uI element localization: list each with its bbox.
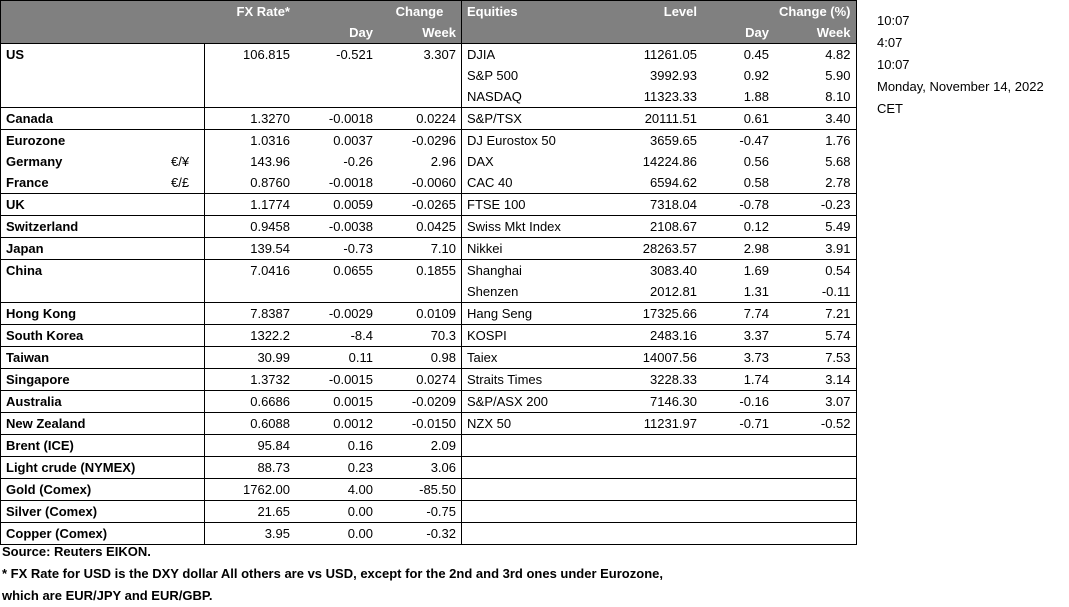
row-name: China <box>1 260 167 282</box>
row-fx-week: 3.307 <box>378 44 462 66</box>
header-change: Change <box>378 1 462 23</box>
row-level: 7146.30 <box>607 391 702 413</box>
row-eq-week <box>774 523 856 545</box>
table-row <box>1 435 857 457</box>
row-fx-rate: 88.73 <box>205 457 296 479</box>
row-name: New Zealand <box>1 413 167 435</box>
table-row <box>1 86 857 108</box>
row-equity: Hang Seng <box>462 303 608 325</box>
clock-line-1: 10:07 <box>877 13 910 28</box>
table-row <box>1 172 857 194</box>
row-eq-week <box>774 457 856 479</box>
footnote-line-2: which are EUR/JPY and EUR/GBP. <box>2 588 213 603</box>
row-level: 3083.40 <box>607 260 702 282</box>
row-currency <box>166 413 205 435</box>
row-fx-rate: 0.6088 <box>205 413 296 435</box>
row-eq-week: 1.76 <box>774 130 856 152</box>
row-equity: Nikkei <box>462 238 608 260</box>
row-equity: DJIA <box>462 44 608 66</box>
footnotes <box>2 541 663 607</box>
row-fx-week: -0.75 <box>378 501 462 523</box>
row-name <box>1 86 167 108</box>
row-eq-week: 3.91 <box>774 238 856 260</box>
row-fx-day: 0.0015 <box>295 391 378 413</box>
row-fx-day: 0.0012 <box>295 413 378 435</box>
row-currency <box>166 479 205 501</box>
row-eq-week: 5.90 <box>774 65 856 86</box>
row-fx-rate: 1.3270 <box>205 108 296 130</box>
row-eq-week: 4.82 <box>774 44 856 66</box>
footnote-line-1: * FX Rate for USD is the DXY dollar All others are vs USD, except for the 2nd and 3rd ones under Eurozone, <box>2 566 663 581</box>
row-fx-week <box>378 65 462 86</box>
row-fx-day <box>295 65 378 86</box>
row-eq-week: 0.54 <box>774 260 856 282</box>
row-level: 3659.65 <box>607 130 702 152</box>
row-equity <box>462 501 608 523</box>
row-equity: DJ Eurostox 50 <box>462 130 608 152</box>
table-row <box>1 325 857 347</box>
row-name: South Korea <box>1 325 167 347</box>
row-eq-day: -0.47 <box>702 130 774 152</box>
table-row <box>1 65 857 86</box>
row-fx-week: 70.3 <box>378 325 462 347</box>
row-fx-day: 4.00 <box>295 479 378 501</box>
row-fx-rate: 3.95 <box>205 523 296 545</box>
row-fx-day: -0.73 <box>295 238 378 260</box>
row-eq-week: -0.23 <box>774 194 856 216</box>
row-fx-rate: 7.8387 <box>205 303 296 325</box>
row-level: 28263.57 <box>607 238 702 260</box>
header-week: Week <box>378 22 462 44</box>
row-equity: Shanghai <box>462 260 608 282</box>
row-fx-rate: 1762.00 <box>205 479 296 501</box>
row-level <box>607 435 702 457</box>
header-row-1 <box>1 1 857 23</box>
table-row <box>1 216 857 238</box>
row-eq-week: 2.78 <box>774 172 856 194</box>
row-equity: Taiex <box>462 347 608 369</box>
row-currency <box>166 44 205 66</box>
row-eq-week: 8.10 <box>774 86 856 108</box>
row-currency: €/£ <box>171 175 190 190</box>
clock-line-2: 4:07 <box>877 35 903 50</box>
row-level: 7318.04 <box>607 194 702 216</box>
row-currency <box>166 391 205 413</box>
row-fx-day: 0.11 <box>295 347 378 369</box>
row-fx-day: 0.00 <box>295 501 378 523</box>
row-name <box>1 281 167 303</box>
row-name: Germany <box>1 151 167 172</box>
row-eq-week: 7.53 <box>774 347 856 369</box>
row-fx-day: 0.00 <box>295 523 378 545</box>
row-eq-day: 1.69 <box>702 260 774 282</box>
row-fx-rate: 106.815 <box>205 44 296 66</box>
row-fx-day: -0.0015 <box>295 369 378 391</box>
row-level <box>607 479 702 501</box>
row-fx-week: 0.0274 <box>378 369 462 391</box>
row-currency <box>166 65 205 86</box>
row-currency <box>166 216 205 238</box>
row-name: Gold (Comex) <box>1 479 167 501</box>
row-equity: S&P 500 <box>467 68 519 83</box>
header-row-2 <box>1 22 857 44</box>
header-equities: Equities <box>462 1 608 23</box>
row-equity: Shenzen <box>467 284 519 299</box>
table-row <box>1 369 857 391</box>
row-currency <box>166 457 205 479</box>
row-fx-week: 2.09 <box>378 435 462 457</box>
row-fx-week: -0.0296 <box>378 130 462 152</box>
row-eq-week: 3.40 <box>774 108 856 130</box>
row-fx-week: -0.0265 <box>378 194 462 216</box>
row-fx-rate: 0.8760 <box>205 172 296 194</box>
row-fx-day: 0.0059 <box>295 194 378 216</box>
table-row <box>1 151 857 172</box>
row-eq-day <box>702 457 774 479</box>
header-blank-name <box>1 1 167 23</box>
clock-line-3: 10:07 <box>877 57 910 72</box>
row-fx-rate <box>205 86 296 108</box>
row-currency <box>166 108 205 130</box>
header-blank-name-2 <box>1 22 167 44</box>
row-fx-day: -8.4 <box>295 325 378 347</box>
row-fx-day: -0.0018 <box>295 108 378 130</box>
header-change-pct: Change (%) <box>774 1 856 23</box>
world-clock-block <box>877 10 1044 120</box>
table-header <box>1 1 857 44</box>
row-eq-week: 3.14 <box>774 369 856 391</box>
row-eq-day: 0.58 <box>743 175 769 190</box>
row-fx-rate: 95.84 <box>205 435 296 457</box>
header-blank-level-2 <box>607 22 702 44</box>
row-currency <box>166 86 205 108</box>
row-currency <box>166 347 205 369</box>
row-equity: Swiss Mkt Index <box>462 216 608 238</box>
header-change-left <box>295 1 378 23</box>
row-fx-rate: 0.6686 <box>205 391 296 413</box>
row-name: France <box>1 172 167 194</box>
table-row <box>1 457 857 479</box>
table-row <box>1 391 857 413</box>
row-currency <box>166 260 205 282</box>
header-blank-currency <box>166 1 205 23</box>
row-currency <box>166 238 205 260</box>
row-eq-week: -0.52 <box>774 413 856 435</box>
row-level: 3992.93 <box>650 68 697 83</box>
row-eq-day: -0.78 <box>702 194 774 216</box>
row-fx-day: -0.521 <box>295 44 378 66</box>
header-blank-currency-2 <box>166 22 205 44</box>
row-name: Singapore <box>1 369 167 391</box>
row-name: Copper (Comex) <box>1 523 167 545</box>
row-level: 11231.97 <box>607 413 702 435</box>
source-note: Source: Reuters EIKON. <box>2 544 151 559</box>
table-row <box>1 281 857 303</box>
row-currency <box>166 435 205 457</box>
table-row <box>1 303 857 325</box>
row-eq-day <box>702 523 774 545</box>
table-row <box>1 347 857 369</box>
row-equity: DAX <box>467 154 494 169</box>
row-fx-day: 0.16 <box>295 435 378 457</box>
row-eq-day <box>702 479 774 501</box>
row-fx-week <box>378 281 462 303</box>
row-fx-day: -0.0029 <box>295 303 378 325</box>
row-currency <box>166 194 205 216</box>
row-fx-rate: 1.3732 <box>205 369 296 391</box>
header-eq-day: Day <box>702 22 774 44</box>
row-level: 2108.67 <box>607 216 702 238</box>
header-fx-rate: FX Rate* <box>205 1 296 23</box>
row-fx-day: 0.23 <box>295 457 378 479</box>
row-fx-rate: 30.99 <box>205 347 296 369</box>
row-fx-rate: 7.0416 <box>205 260 296 282</box>
row-eq-week: 5.68 <box>774 151 856 172</box>
row-eq-week <box>774 479 856 501</box>
row-name: UK <box>1 194 167 216</box>
row-name: Light crude (NYMEX) <box>1 457 167 479</box>
row-name: Australia <box>1 391 167 413</box>
row-name: Eurozone <box>1 130 167 152</box>
table-row <box>1 413 857 435</box>
row-eq-day: 7.74 <box>702 303 774 325</box>
row-fx-rate <box>205 281 296 303</box>
clock-timezone: CET <box>877 101 903 116</box>
row-currency <box>166 369 205 391</box>
row-fx-day <box>295 86 378 108</box>
row-fx-week: -0.0150 <box>378 413 462 435</box>
row-currency <box>166 325 205 347</box>
row-eq-week: 5.74 <box>774 325 856 347</box>
table-row <box>1 130 857 152</box>
row-eq-week <box>774 435 856 457</box>
row-name: Brent (ICE) <box>1 435 167 457</box>
row-equity: Straits Times <box>462 369 608 391</box>
table-row <box>1 238 857 260</box>
row-equity: FTSE 100 <box>462 194 608 216</box>
row-level: 2483.16 <box>607 325 702 347</box>
row-eq-week: -0.11 <box>774 281 856 303</box>
row-eq-day <box>702 435 774 457</box>
row-fx-week: 0.0109 <box>378 303 462 325</box>
row-currency <box>166 303 205 325</box>
row-equity: S&P/TSX <box>462 108 608 130</box>
row-level: 2012.81 <box>650 284 697 299</box>
header-blank-equities-2 <box>462 22 608 44</box>
row-fx-week: -0.0209 <box>378 391 462 413</box>
row-currency <box>166 281 205 303</box>
row-level: 14007.56 <box>607 347 702 369</box>
row-fx-rate: 139.54 <box>205 238 296 260</box>
table-row <box>1 108 857 130</box>
row-equity: CAC 40 <box>467 175 513 190</box>
row-fx-day: -0.0038 <box>295 216 378 238</box>
row-eq-day: 0.45 <box>702 44 774 66</box>
row-fx-week: 0.1855 <box>378 260 462 282</box>
header-level: Level <box>607 1 702 23</box>
row-eq-day: 2.98 <box>702 238 774 260</box>
row-fx-rate: 21.65 <box>205 501 296 523</box>
row-fx-week: 7.10 <box>378 238 462 260</box>
row-fx-week: 0.0425 <box>378 216 462 238</box>
row-currency: €/¥ <box>171 154 190 169</box>
row-fx-week: -0.32 <box>378 523 462 545</box>
row-fx-day: -0.0018 <box>328 175 373 190</box>
row-level <box>607 457 702 479</box>
row-level: 6594.62 <box>650 175 697 190</box>
row-name: Canada <box>1 108 167 130</box>
row-eq-day: 0.12 <box>702 216 774 238</box>
row-eq-day: 3.37 <box>702 325 774 347</box>
row-name: Japan <box>1 238 167 260</box>
row-eq-week: 3.07 <box>774 391 856 413</box>
row-eq-day: 0.92 <box>743 68 769 83</box>
row-eq-day: 1.74 <box>702 369 774 391</box>
row-fx-week: -85.50 <box>378 479 462 501</box>
row-name: Hong Kong <box>1 303 167 325</box>
row-eq-week <box>774 501 856 523</box>
header-blank-rate-2 <box>205 22 296 44</box>
row-fx-week: 0.98 <box>378 347 462 369</box>
row-fx-day: 0.0655 <box>295 260 378 282</box>
row-name: US <box>1 44 167 66</box>
row-name <box>1 65 167 86</box>
header-change-pct-left <box>702 1 774 23</box>
row-name: Silver (Comex) <box>1 501 167 523</box>
row-fx-rate: 1.1774 <box>205 194 296 216</box>
row-currency <box>166 130 205 152</box>
row-eq-day: -0.16 <box>702 391 774 413</box>
row-fx-week: 2.96 <box>378 151 462 172</box>
table-row <box>1 44 857 66</box>
table-row <box>1 260 857 282</box>
row-fx-day: 0.0037 <box>295 130 378 152</box>
row-eq-day: 0.56 <box>743 154 769 169</box>
row-fx-week <box>378 86 462 108</box>
row-eq-day <box>702 501 774 523</box>
row-eq-week: 7.21 <box>774 303 856 325</box>
row-equity: S&P/ASX 200 <box>462 391 608 413</box>
row-level: 17325.66 <box>607 303 702 325</box>
table-row <box>1 194 857 216</box>
row-fx-rate: 143.96 <box>205 151 296 172</box>
row-name: Taiwan <box>1 347 167 369</box>
row-fx-rate: 0.9458 <box>205 216 296 238</box>
row-level: 11261.05 <box>607 44 702 66</box>
row-fx-day: -0.26 <box>343 154 373 169</box>
row-fx-rate: 1322.2 <box>205 325 296 347</box>
row-eq-day: 3.73 <box>702 347 774 369</box>
row-fx-week: 0.0224 <box>378 108 462 130</box>
header-eq-week: Week <box>774 22 856 44</box>
clock-date: Monday, November 14, 2022 <box>877 79 1044 94</box>
row-fx-day <box>295 281 378 303</box>
row-eq-day: -0.71 <box>702 413 774 435</box>
row-level <box>607 501 702 523</box>
row-currency <box>166 501 205 523</box>
row-fx-rate <box>205 65 296 86</box>
table-row <box>1 479 857 501</box>
header-day: Day <box>295 22 378 44</box>
row-eq-week: 5.49 <box>774 216 856 238</box>
table-row <box>1 501 857 523</box>
row-eq-day: 1.31 <box>743 284 769 299</box>
row-fx-week: -0.0060 <box>378 172 462 194</box>
table-body <box>1 44 857 545</box>
row-level: 20111.51 <box>607 108 702 130</box>
row-equity: NASDAQ <box>467 89 522 104</box>
row-eq-day: 1.88 <box>743 89 769 104</box>
row-equity <box>462 457 608 479</box>
row-level: 11323.33 <box>643 89 697 104</box>
row-fx-rate: 1.0316 <box>205 130 296 152</box>
row-equity <box>462 479 608 501</box>
row-equity: NZX 50 <box>462 413 608 435</box>
row-eq-day: 0.61 <box>702 108 774 130</box>
row-level: 14224.86 <box>642 154 697 169</box>
row-name: Switzerland <box>1 216 167 238</box>
row-equity <box>462 435 608 457</box>
row-fx-week: 3.06 <box>378 457 462 479</box>
row-level: 3228.33 <box>607 369 702 391</box>
row-equity: KOSPI <box>462 325 608 347</box>
